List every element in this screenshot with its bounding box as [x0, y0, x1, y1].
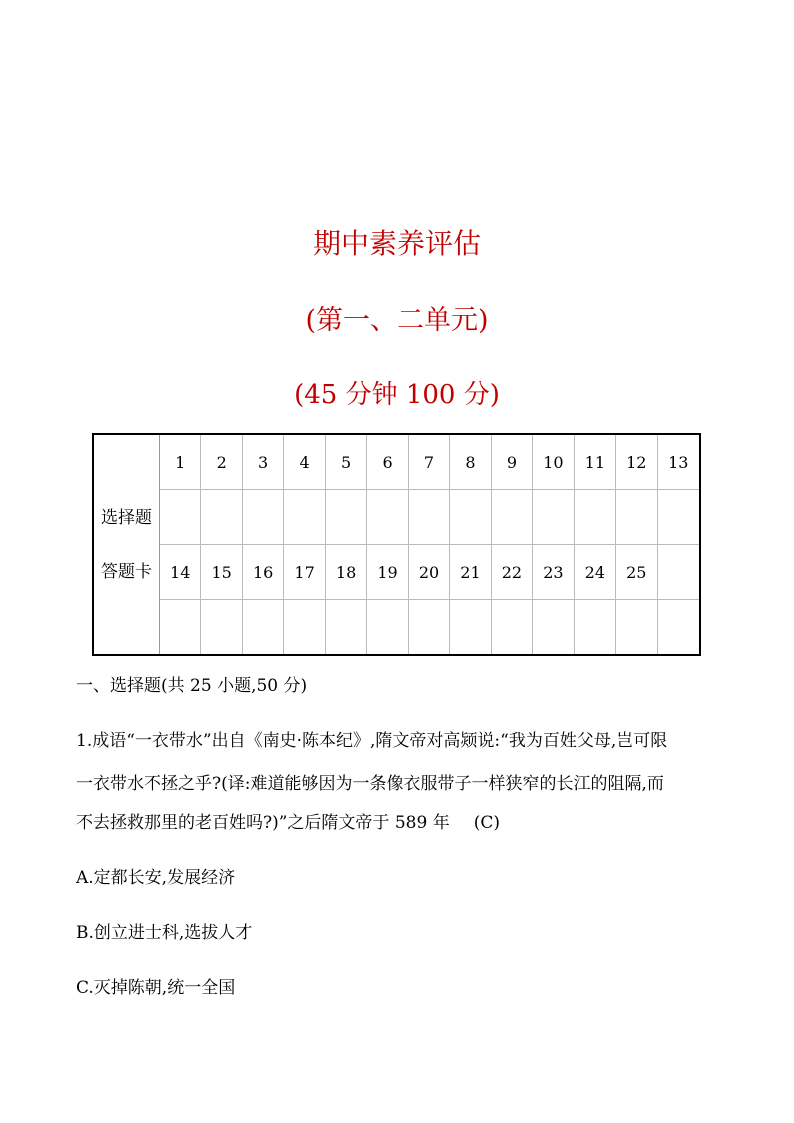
- question-number-cell: 8: [450, 435, 491, 490]
- question1-line3: [76, 808, 500, 833]
- question-number-cell: 14: [160, 545, 201, 600]
- answer-blank-cell: [658, 600, 699, 654]
- question-number-cell: 7: [409, 435, 450, 490]
- question-number-cell: 6: [367, 435, 408, 490]
- question-number-cell: 25: [616, 545, 657, 600]
- answer-blank-cell: [450, 490, 491, 545]
- question-number-cell: 2: [201, 435, 242, 490]
- question-number-cell: 16: [243, 545, 284, 600]
- question-number-cell: 24: [575, 545, 616, 600]
- answer-blank-cell: [160, 600, 201, 654]
- answer-blank-cell: [450, 600, 491, 654]
- question-number-cell: 4: [284, 435, 325, 490]
- page-subtitle: (第一、二单元): [305, 305, 489, 336]
- question1-line2: 一衣带水不拯之乎?(译:难道能够因为一条像衣服带子一样狭窄的长江的阻隔,而: [76, 774, 664, 794]
- answer-card-table: [92, 433, 701, 656]
- answer-blank-cell: [409, 490, 450, 545]
- answer-blank-cell: [409, 600, 450, 654]
- answer-card-label-line2: 答题卡: [101, 561, 152, 582]
- question-number-cell: [658, 545, 699, 600]
- question-number-cell: 15: [201, 545, 242, 600]
- answer-blank-cell: [367, 600, 408, 654]
- answer-blank-cell: [201, 490, 242, 545]
- section-heading: 一、选择题(共 25 小题,50 分): [76, 676, 308, 696]
- question-number-cell: 3: [243, 435, 284, 490]
- question1-line1: 1.成语“一衣带水”出自《南史·陈本纪》,隋文帝对高颎说:“我为百姓父母,岂可限: [76, 731, 668, 751]
- option-b: B.创立进士科,选拔人才: [76, 923, 253, 943]
- answer-blank-cell: [243, 490, 284, 545]
- question-number-cell: 1: [160, 435, 201, 490]
- answer-blank-cell: [492, 600, 533, 654]
- answer-card-label: [94, 435, 160, 654]
- answer-blank-cell: [492, 490, 533, 545]
- question-number-cell: 23: [533, 545, 574, 600]
- answer-blank-cell: [616, 600, 657, 654]
- option-c: C.灭掉陈朝,统一全国: [76, 978, 236, 998]
- answer-blank-cell: [533, 490, 574, 545]
- answer-blank-cell: [201, 600, 242, 654]
- time-score-info: (45 分钟 100 分): [294, 380, 500, 410]
- answer-blank-cell: [160, 490, 201, 545]
- question-number-cell: 5: [326, 435, 367, 490]
- question-number-cell: 21: [450, 545, 491, 600]
- answer-card-label-line1: 选择题: [101, 507, 152, 528]
- option-a: A.定都长安,发展经济: [76, 868, 236, 888]
- question-number-cell: 10: [533, 435, 574, 490]
- question-number-cell: 20: [409, 545, 450, 600]
- question1-answer: (C): [473, 813, 500, 833]
- question-number-cell: 11: [575, 435, 616, 490]
- answer-blank-cell: [658, 490, 699, 545]
- answer-blank-cell: [284, 600, 325, 654]
- answer-blank-cell: [575, 490, 616, 545]
- answer-blank-cell: [326, 490, 367, 545]
- answer-blank-cell: [533, 600, 574, 654]
- question-number-cell: 19: [367, 545, 408, 600]
- question1-line3-text: 不去拯救那里的老百姓吗?)”之后隋文帝于 589 年: [76, 813, 450, 833]
- question-number-cell: 12: [616, 435, 657, 490]
- answer-blank-cell: [367, 490, 408, 545]
- page-title: 期中素养评估: [312, 227, 481, 260]
- answer-blank-cell: [616, 490, 657, 545]
- question-number-cell: 9: [492, 435, 533, 490]
- answer-blank-cell: [284, 490, 325, 545]
- question-number-cell: 18: [326, 545, 367, 600]
- answer-blank-cell: [326, 600, 367, 654]
- answer-blank-cell: [575, 600, 616, 654]
- question-number-cell: 17: [284, 545, 325, 600]
- answer-blank-cell: [243, 600, 284, 654]
- question-number-cell: 13: [658, 435, 699, 490]
- answer-card-grid: [160, 435, 699, 654]
- question-number-cell: 22: [492, 545, 533, 600]
